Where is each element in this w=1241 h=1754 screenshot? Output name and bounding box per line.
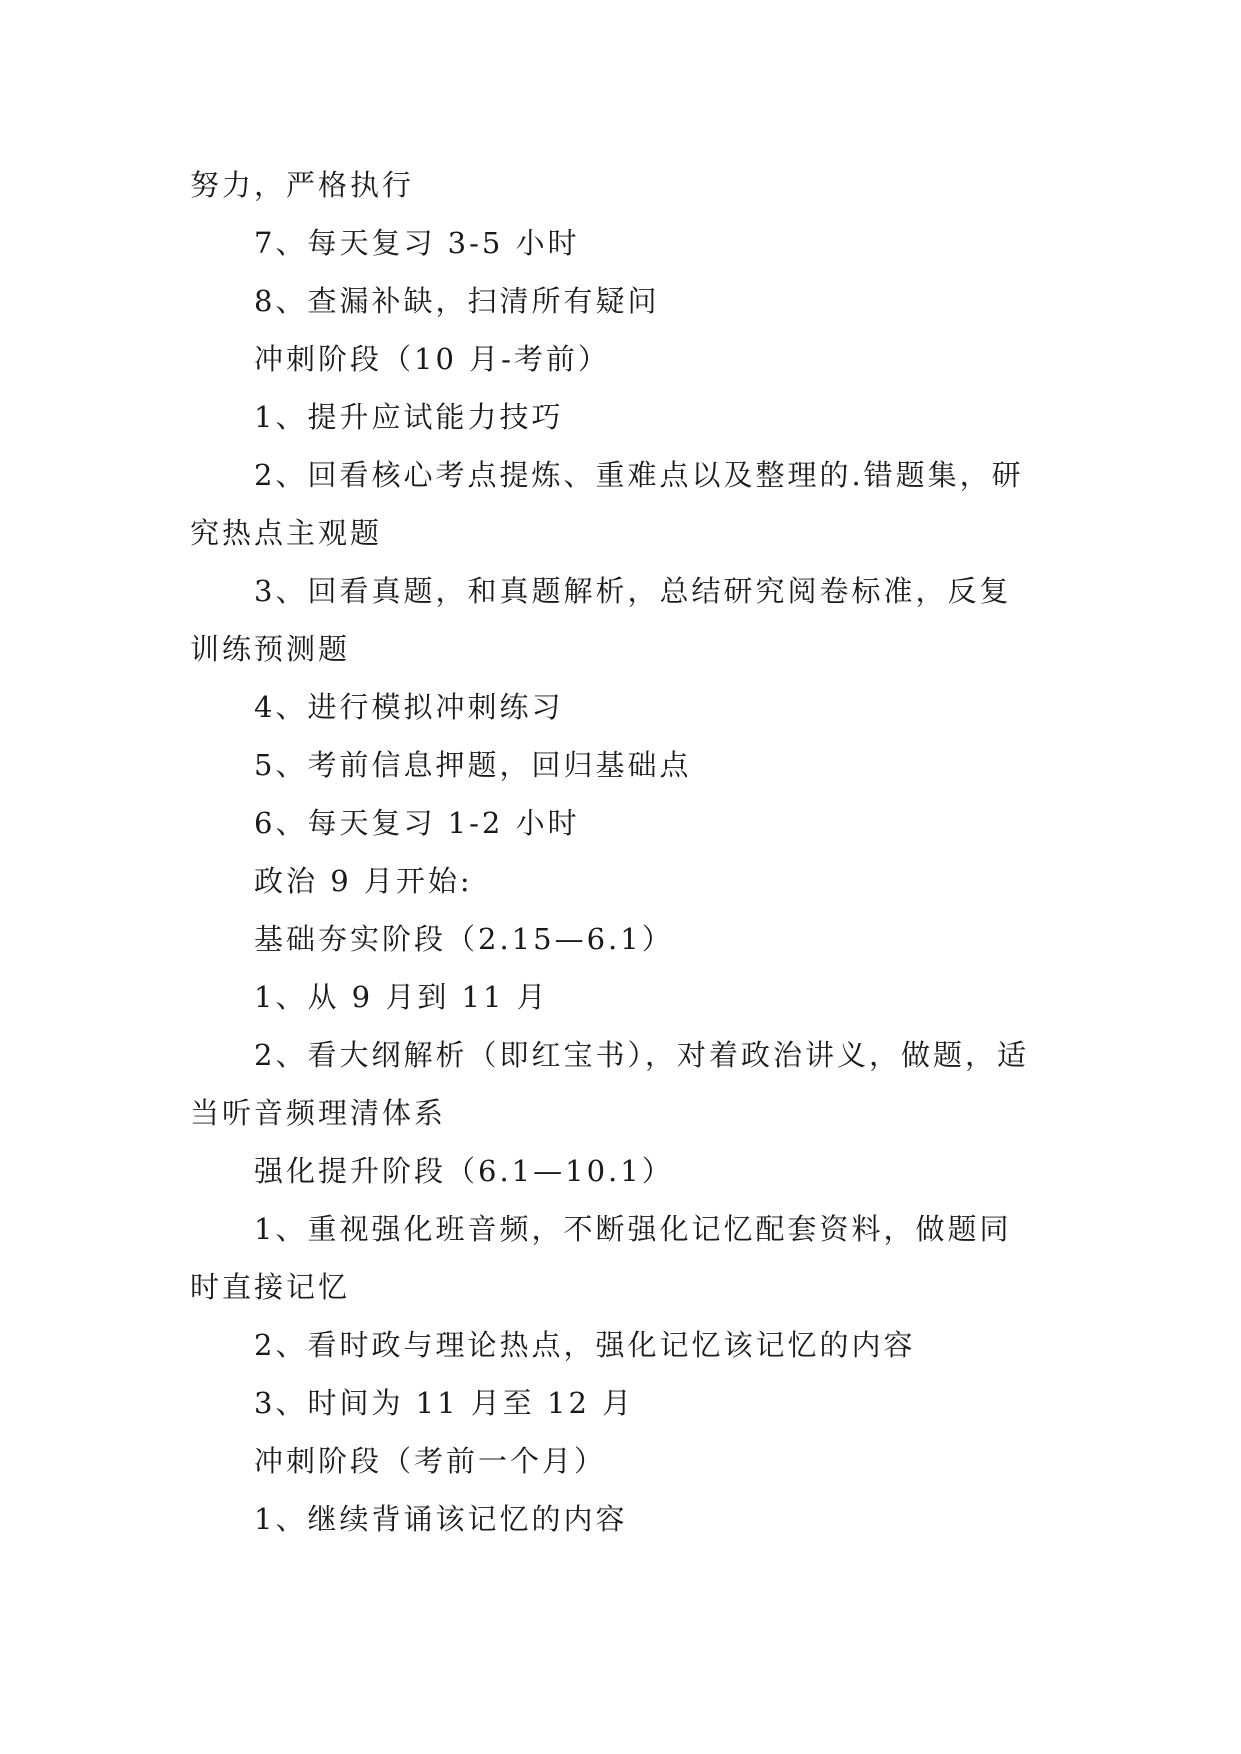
text-line: 2、看大纲解析（即红宝书），对着政治讲义，做题，适 (254, 1038, 1029, 1072)
text-line: 8、查漏补缺，扫清所有疑问 (254, 284, 660, 318)
text-line: 究热点主观题 (190, 516, 383, 550)
section-heading: 冲刺阶段（10 月-考前） (254, 342, 610, 376)
text-line: 2、回看核心考点提炼、重难点以及整理的.错题集，研 (254, 458, 1024, 492)
section-heading: 冲刺阶段（考前一个月） (254, 1444, 607, 1478)
section-heading: 政治 9 月开始: (254, 864, 473, 898)
text-line: 努力，严格执行 (190, 168, 415, 202)
text-line: 5、考前信息押题，回归基础点 (254, 748, 692, 782)
section-heading: 强化提升阶段（6.1—10.1） (254, 1154, 674, 1188)
text-line: 3、回看真题，和真题解析，总结研究阅卷标准，反复 (254, 574, 1012, 608)
text-line: 1、提升应试能力技巧 (254, 400, 564, 434)
text-line: 1、重视强化班音频，不断强化记忆配套资料，做题同 (254, 1212, 1012, 1246)
text-line: 3、时间为 11 月至 12 月 (254, 1386, 635, 1420)
text-line: 7、每天复习 3-5 小时 (254, 226, 580, 260)
text-line: 4、进行模拟冲刺练习 (254, 690, 564, 724)
section-heading: 基础夯实阶段（2.15—6.1） (254, 922, 674, 956)
text-line: 1、继续背诵该记忆的内容 (254, 1502, 628, 1536)
text-line: 当听音频理清体系 (190, 1096, 447, 1130)
text-line: 6、每天复习 1-2 小时 (254, 806, 580, 840)
text-line: 2、看时政与理论热点，强化记忆该记忆的内容 (254, 1328, 916, 1362)
text-line: 时直接记忆 (190, 1270, 351, 1304)
document-body (190, 156, 1053, 1548)
text-line: 1、从 9 月到 11 月 (254, 980, 549, 1014)
text-line: 训练预测题 (190, 632, 351, 666)
